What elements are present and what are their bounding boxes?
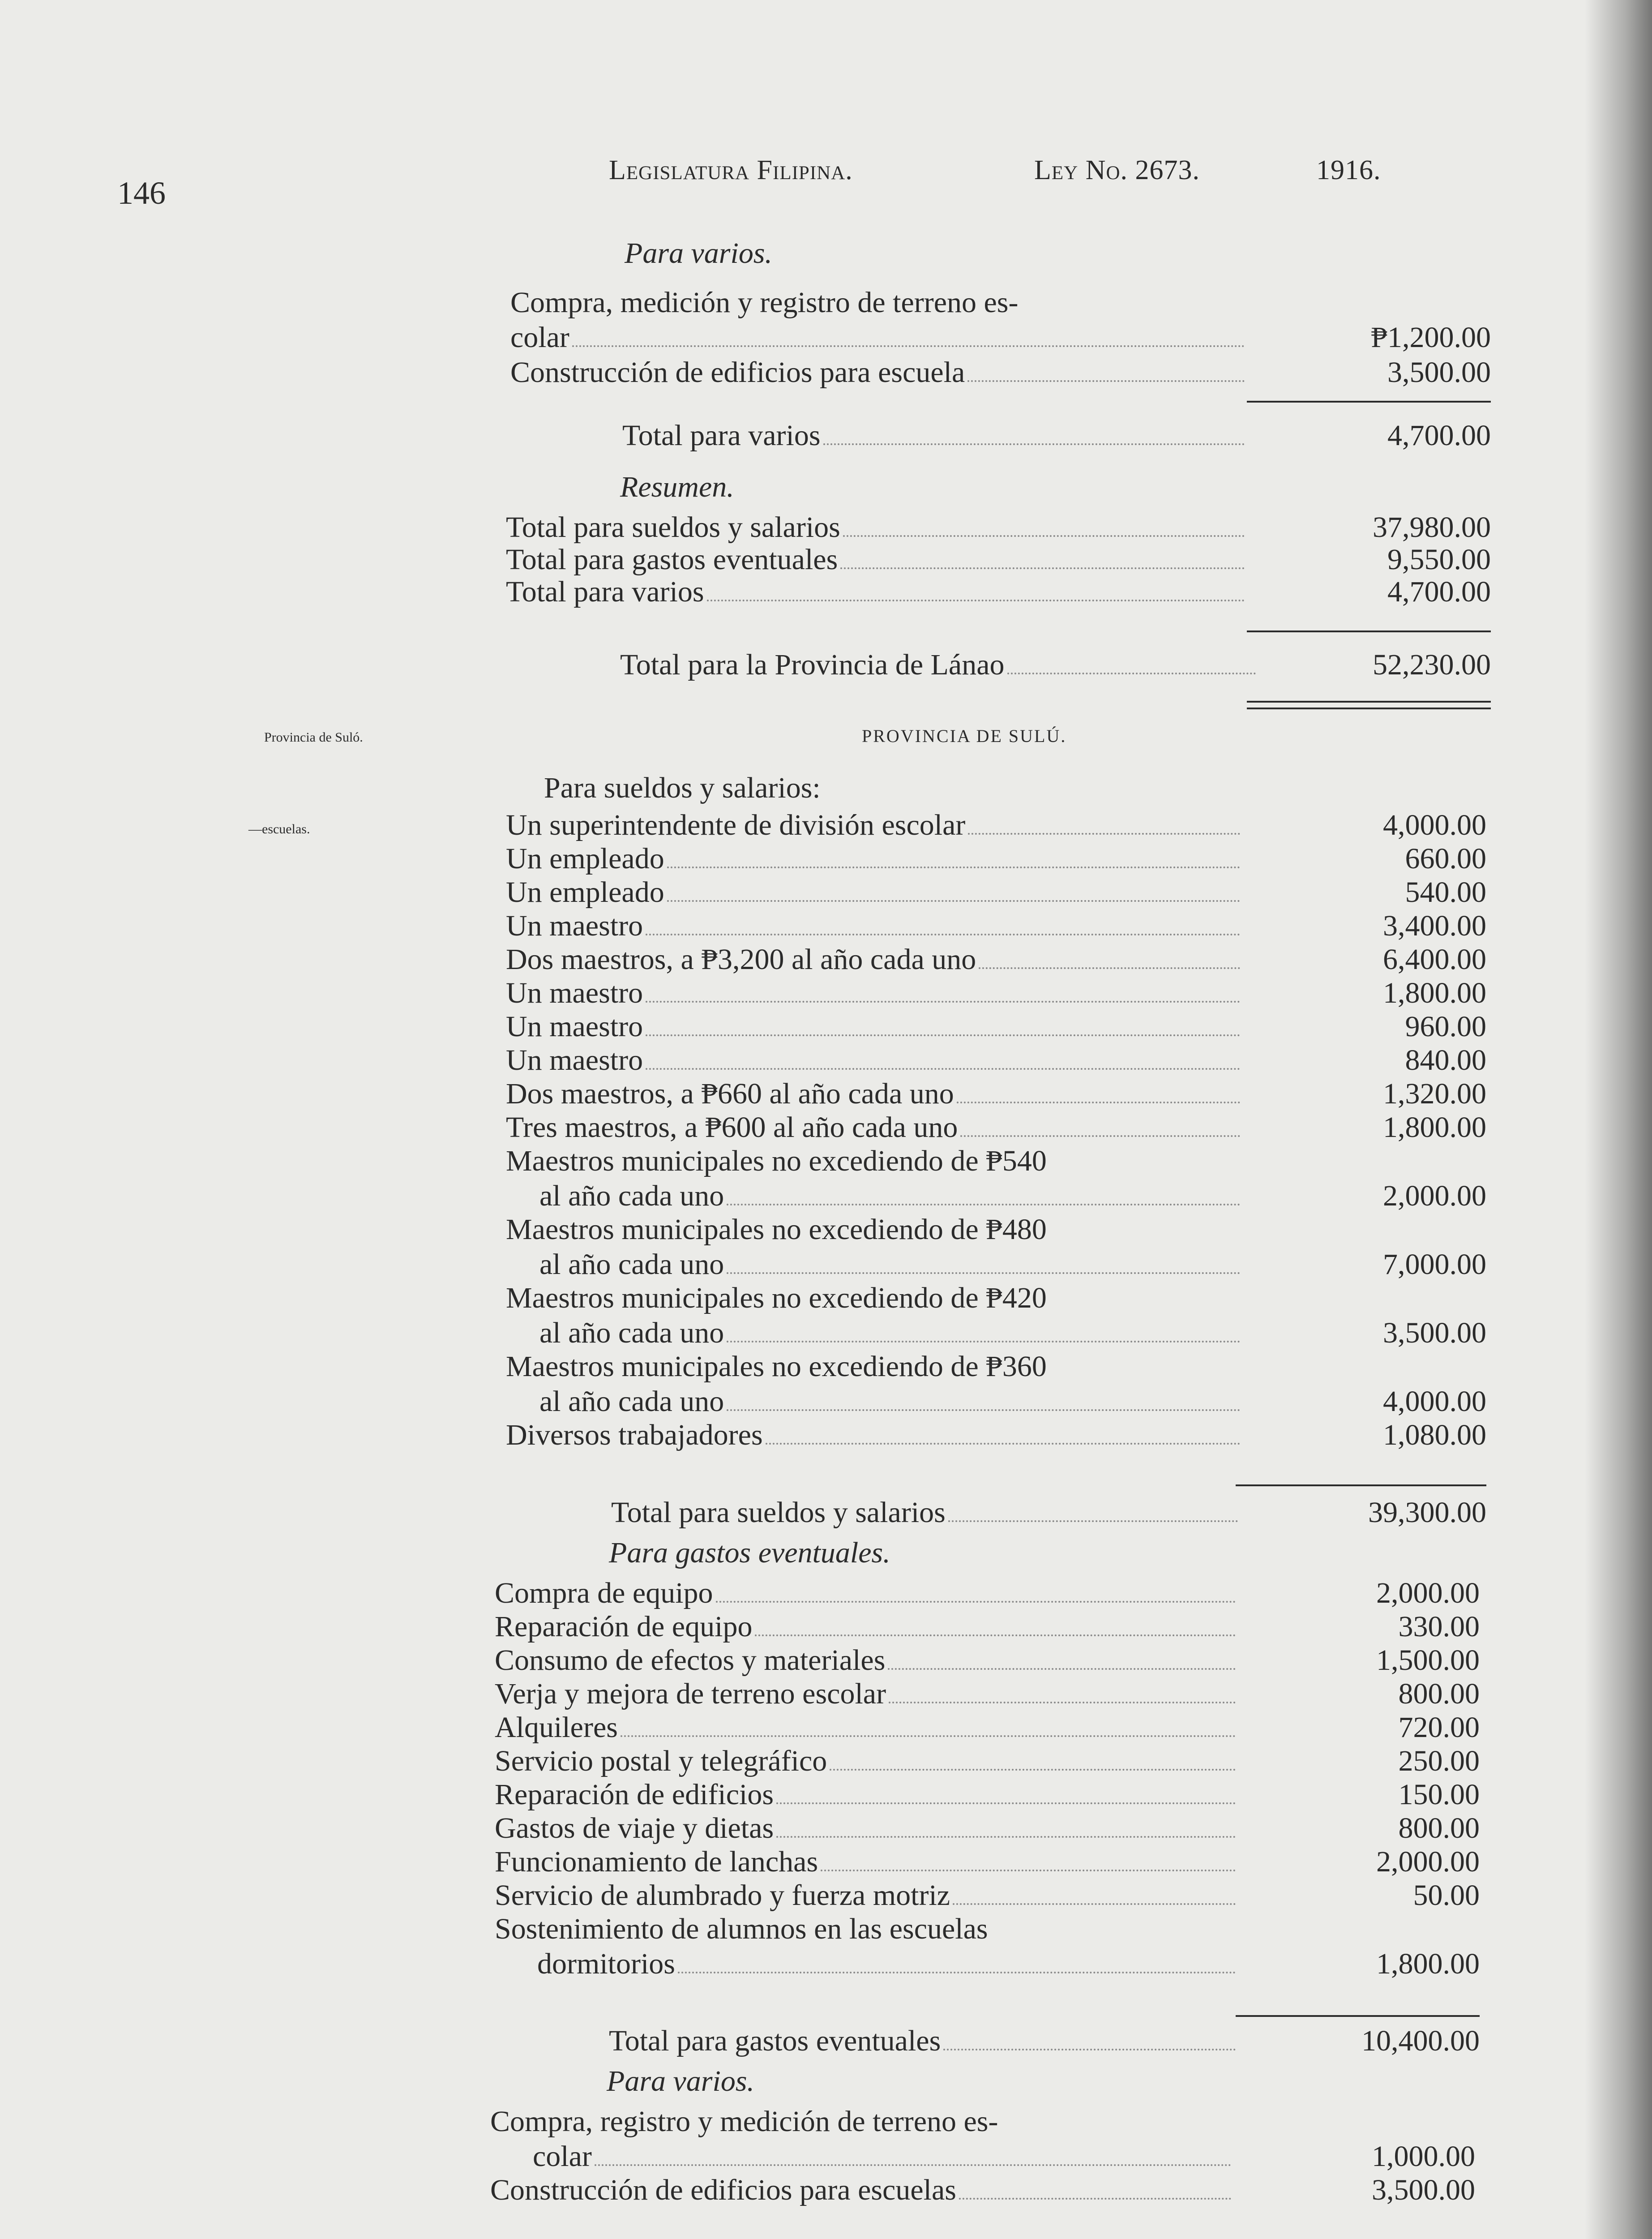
page-edge-shadow [1585, 0, 1652, 2239]
sulu-sueldos-row-leader-dots [727, 1341, 1240, 1343]
sulu-total-sueldos-row-text: Total para sueldos y salarios [611, 1496, 946, 1529]
sulu-gastos-row-label [495, 1744, 1236, 1778]
sulu-gastos-row-amount: 800.00 [1398, 1677, 1480, 1710]
sulu-sueldos-row-text: Un superintendente de división escolar [506, 809, 966, 841]
sulu-gastos-row-amount: 250.00 [1398, 1745, 1480, 1777]
sulu-total-gastos-row-label [609, 2024, 1236, 2058]
lanao-varios-row-leader-dots [572, 345, 1245, 347]
sulu-sueldos-row-leader-dots [727, 1409, 1240, 1411]
sulu-sueldos-row-label [506, 875, 1240, 909]
sulu-gastos-row-leader-dots [889, 1702, 1236, 1703]
sulu-gastos-row-leader-dots [888, 1668, 1236, 1670]
sulu-sueldos-row-leader-dots [957, 1102, 1240, 1103]
lanao-total-province-row-label [620, 648, 1256, 682]
lanao-resumen-row-leader-dots [843, 535, 1245, 537]
sulu-sueldos-row-leader-dots [766, 1443, 1240, 1445]
sulu-gastos-row-label [495, 1879, 1236, 1913]
lanao-resumen-row-text: Total para sueldos y salarios [506, 511, 840, 544]
sulu-sueldos-row-leader-dots [646, 934, 1240, 935]
sulu-gastos-row-text: Gastos de viaje y dietas [495, 1812, 774, 1844]
sulu-total-sueldos-row-amount: 39,300.00 [1368, 1496, 1486, 1529]
sulu-sueldos-row-text: Diversos trabajadores [506, 1419, 763, 1451]
sulu-gastos-total-rule [1236, 2015, 1480, 2017]
sulu-gastos-row-label-line1: Sostenimiento de alumnos en las escuelas [495, 1913, 988, 1945]
lanao-varios-row-amount: ₱1,200.00 [1371, 321, 1491, 354]
sulu-sueldos-row-label [506, 1077, 1240, 1111]
sulu-gastos-row-text: Consumo de efectos y materiales [495, 1644, 886, 1677]
sulu-sueldos-row-label [539, 1179, 1240, 1213]
lanao-resumen-row-text: Total para gastos eventuales [506, 543, 838, 576]
sulu-sueldos-row-text: Un maestro [506, 909, 643, 942]
sulu-sueldos-row-amount: 3,500.00 [1383, 1317, 1486, 1349]
sulu-gastos-row-leader-dots [953, 1903, 1236, 1905]
sulu-gastos-row-label [537, 1947, 1236, 1981]
lanao-resumen-row-amount: 9,550.00 [1387, 543, 1491, 576]
sulu-section-heading: PROVINCIA DE SULÚ. [862, 726, 1067, 746]
lanao-total-province-row-leader-dots [1007, 673, 1256, 674]
sulu-gastos-row-label [495, 1711, 1236, 1745]
sulu-sueldos-row-text: Un maestro [506, 1010, 643, 1043]
sulu-total-sueldos-row-label [611, 1496, 1238, 1530]
sulu-gastos-row-label [495, 1811, 1236, 1845]
sulu-sueldos-row-label [506, 1111, 1240, 1145]
sulu-varios-row-text: Construcción de edificios para escuelas [490, 2174, 956, 2206]
sulu-gastos-row-leader-dots [716, 1601, 1236, 1603]
sulu-sueldos-row-leader-dots [979, 967, 1240, 969]
lanao-varios-row-label-line1: Compra, medición y registro de terreno es- [510, 286, 1019, 319]
sulu-sueldos-row-label [506, 1418, 1240, 1452]
sulu-sueldos-row-leader-dots [646, 1034, 1240, 1036]
sulu-sueldos-row-text: al año cada uno [539, 1248, 724, 1281]
sulu-sueldos-row-leader-dots [646, 1001, 1240, 1003]
running-head: Legislatura Filipina. [609, 155, 853, 185]
sulu-sueldos-row-label-line1: Maestros municipales no excediendo de ₱540 [506, 1145, 1047, 1177]
sulu-sueldos-row-amount: 2,000.00 [1383, 1180, 1486, 1212]
lanao-varios-row-label [510, 356, 1245, 390]
sulu-gastos-row-text: Servicio postal y telegráfico [495, 1745, 827, 1777]
sulu-sueldos-row-amount: 1,080.00 [1383, 1419, 1486, 1451]
sulu-gastos-row-label [495, 1643, 1236, 1677]
sulu-sueldos-row-leader-dots [727, 1272, 1240, 1274]
lanao-double-rule-1 [1247, 701, 1491, 703]
sulu-sueldos-total-rule [1236, 1484, 1486, 1486]
sulu-varios-row-label-line1: Compra, registro y medición de terreno es- [490, 2105, 998, 2138]
sulu-gastos-heading: Para gastos eventuales. [609, 1536, 890, 1569]
sulu-sueldos-row-leader-dots [667, 900, 1240, 902]
lanao-varios-row-leader-dots [967, 380, 1245, 382]
sulu-sueldos-row-label-line1: Maestros municipales no excediendo de ₱420 [506, 1282, 1047, 1314]
sulu-sueldos-row-leader-dots [667, 866, 1240, 868]
sulu-varios-row-leader-dots [595, 2164, 1231, 2166]
lanao-resumen-row-text: Total para varios [506, 575, 704, 608]
sulu-sueldos-row-text: al año cada uno [539, 1180, 724, 1212]
year: 1916. [1316, 155, 1381, 185]
sulu-gastos-row-amount: 330.00 [1398, 1610, 1480, 1643]
lanao-double-rule-2 [1247, 708, 1491, 709]
sulu-sueldos-row-label [506, 842, 1240, 876]
sulu-sueldos-row-text: Un maestro [506, 977, 643, 1009]
sulu-sueldos-row-label [506, 976, 1240, 1010]
sulu-sueldos-row-leader-dots [727, 1204, 1240, 1205]
sulu-sueldos-row-text: al año cada uno [539, 1317, 724, 1349]
sulu-sueldos-row-label-line1: Maestros municipales no excediendo de ₱360 [506, 1350, 1047, 1383]
sulu-sueldos-row-amount: 4,000.00 [1383, 1385, 1486, 1418]
sulu-gastos-row-amount: 1,800.00 [1376, 1947, 1480, 1980]
sulu-gastos-row-label [495, 1677, 1236, 1711]
sulu-sueldos-row-label [506, 1010, 1240, 1044]
sulu-varios-row-label [533, 2140, 1231, 2174]
sulu-gastos-row-text: Reparación de equipo [495, 1610, 753, 1643]
sulu-gastos-row-text: Compra de equipo [495, 1577, 713, 1609]
lanao-varios-heading: Para varios. [625, 237, 772, 270]
sulu-sueldos-row-label [539, 1385, 1240, 1419]
sulu-gastos-row-leader-dots [621, 1735, 1236, 1737]
lanao-varios-row-text: colar [510, 321, 569, 354]
lanao-resumen-row-label [506, 543, 1245, 577]
sulu-varios-heading: Para varios. [607, 2065, 754, 2097]
page-number: 146 [117, 175, 166, 211]
sulu-sueldos-row-leader-dots [646, 1068, 1240, 1070]
sulu-gastos-row-leader-dots [821, 1870, 1236, 1871]
sulu-gastos-row-leader-dots [678, 1972, 1236, 1973]
lanao-resumen-row-leader-dots [840, 567, 1245, 569]
lanao-resumen-row-label [506, 510, 1245, 545]
sulu-sueldos-row-amount: 660.00 [1405, 842, 1486, 875]
sulu-varios-row-leader-dots [959, 2198, 1231, 2200]
sulu-varios-row-amount: 1,000.00 [1372, 2140, 1475, 2173]
lanao-total-varios-row-leader-dots [823, 443, 1245, 445]
lanao-total-province-row-amount: 52,230.00 [1373, 648, 1491, 681]
sulu-sueldos-row-text: Un empleado [506, 876, 664, 909]
sulu-gastos-row-label [495, 1845, 1236, 1879]
sulu-gastos-row-amount: 800.00 [1398, 1812, 1480, 1844]
sulu-sueldos-row-amount: 840.00 [1405, 1044, 1486, 1077]
sulu-total-gastos-row-leader-dots [943, 2049, 1236, 2050]
law-number: Ley No. 2673. [1034, 155, 1200, 185]
lanao-total-province-row-text: Total para la Provincia de Lánao [620, 648, 1005, 681]
margin-note-province: Provincia de Suló. [264, 730, 363, 745]
sulu-sueldos-row-label [506, 808, 1240, 842]
sulu-sueldos-row-amount: 7,000.00 [1383, 1248, 1486, 1281]
sulu-gastos-row-text: Funcionamiento de lanchas [495, 1845, 818, 1878]
sulu-sueldos-row-amount: 960.00 [1405, 1010, 1486, 1043]
sulu-total-gastos-row-text: Total para gastos eventuales [609, 2025, 941, 2057]
sulu-sueldos-row-label [506, 909, 1240, 943]
sulu-gastos-row-label [495, 1576, 1236, 1610]
sulu-gastos-row-leader-dots [776, 1802, 1236, 1804]
lanao-varios-total-rule [1247, 401, 1491, 403]
sulu-gastos-row-text: Reparación de edificios [495, 1778, 774, 1811]
sulu-gastos-row-text: Servicio de alumbrado y fuerza motriz [495, 1879, 950, 1912]
margin-note-escuelas: —escuelas. [248, 822, 310, 836]
sulu-sueldos-row-label [506, 1043, 1240, 1077]
sulu-sueldos-row-amount: 3,400.00 [1383, 909, 1486, 942]
sulu-gastos-row-label [495, 1610, 1236, 1644]
lanao-varios-row-label [510, 321, 1245, 355]
sulu-total-gastos-row-amount: 10,400.00 [1361, 2025, 1480, 2057]
sulu-sueldos-row-text: Un maestro [506, 1044, 643, 1077]
lanao-resumen-heading: Resumen. [620, 471, 734, 503]
sulu-sueldos-row-amount: 1,320.00 [1383, 1077, 1486, 1110]
sulu-varios-row-label [490, 2173, 1231, 2207]
sulu-varios-row-amount: 3,500.00 [1372, 2174, 1475, 2206]
sulu-sueldos-row-text: Tres maestros, a ₱600 al año cada uno [506, 1111, 958, 1144]
lanao-resumen-total-rule [1247, 631, 1491, 632]
sulu-sueldos-row-label [506, 943, 1240, 977]
sulu-sueldos-row-label [539, 1316, 1240, 1350]
lanao-varios-row-text: Construcción de edificios para escuela [510, 356, 965, 389]
sulu-sueldos-row-amount: 4,000.00 [1383, 809, 1486, 841]
sulu-sueldos-row-leader-dots [968, 833, 1240, 835]
sulu-sueldos-row-amount: 1,800.00 [1383, 1111, 1486, 1144]
lanao-total-varios-row-amount: 4,700.00 [1387, 419, 1491, 452]
sulu-sueldos-row-text: Un empleado [506, 842, 664, 875]
sulu-gastos-row-amount: 2,000.00 [1376, 1845, 1480, 1878]
sulu-sueldos-row-label-line1: Maestros municipales no excediendo de ₱480 [506, 1213, 1047, 1246]
sulu-gastos-row-leader-dots [755, 1634, 1236, 1636]
sulu-gastos-row-amount: 720.00 [1398, 1711, 1480, 1744]
sulu-gastos-row-amount: 1,500.00 [1376, 1644, 1480, 1677]
lanao-resumen-row-label [506, 575, 1245, 609]
sulu-total-sueldos-row-leader-dots [948, 1520, 1238, 1522]
sulu-sueldos-row-leader-dots [960, 1135, 1240, 1137]
sulu-sueldos-row-amount: 1,800.00 [1383, 977, 1486, 1009]
sulu-sueldos-row-amount: 540.00 [1405, 876, 1486, 909]
sulu-gastos-row-amount: 150.00 [1398, 1778, 1480, 1811]
lanao-resumen-row-amount: 37,980.00 [1373, 511, 1491, 544]
sulu-sueldos-heading: Para sueldos y salarios: [544, 772, 821, 804]
lanao-total-varios-row-text: Total para varios [622, 419, 821, 452]
sulu-gastos-row-text: dormitorios [537, 1947, 675, 1980]
sulu-sueldos-row-amount: 6,400.00 [1383, 943, 1486, 976]
sulu-sueldos-row-text: Dos maestros, a ₱3,200 al año cada uno [506, 943, 976, 976]
sulu-gastos-row-amount: 50.00 [1413, 1879, 1480, 1912]
sulu-gastos-row-text: Verja y mejora de terreno escolar [495, 1677, 886, 1710]
sulu-gastos-row-text: Alquileres [495, 1711, 618, 1744]
sulu-sueldos-row-label [539, 1248, 1240, 1282]
lanao-resumen-row-leader-dots [707, 600, 1245, 601]
sulu-varios-row-text: colar [533, 2140, 592, 2173]
sulu-sueldos-row-text: Dos maestros, a ₱660 al año cada uno [506, 1077, 954, 1110]
sulu-gastos-row-leader-dots [776, 1836, 1236, 1838]
lanao-total-varios-row-label [622, 419, 1245, 453]
sulu-gastos-row-label [495, 1778, 1236, 1812]
sulu-sueldos-row-text: al año cada uno [539, 1385, 724, 1418]
sulu-gastos-row-leader-dots [830, 1769, 1236, 1771]
sulu-gastos-row-amount: 2,000.00 [1376, 1577, 1480, 1609]
lanao-resumen-row-amount: 4,700.00 [1387, 575, 1491, 608]
lanao-varios-row-amount: 3,500.00 [1387, 356, 1491, 389]
